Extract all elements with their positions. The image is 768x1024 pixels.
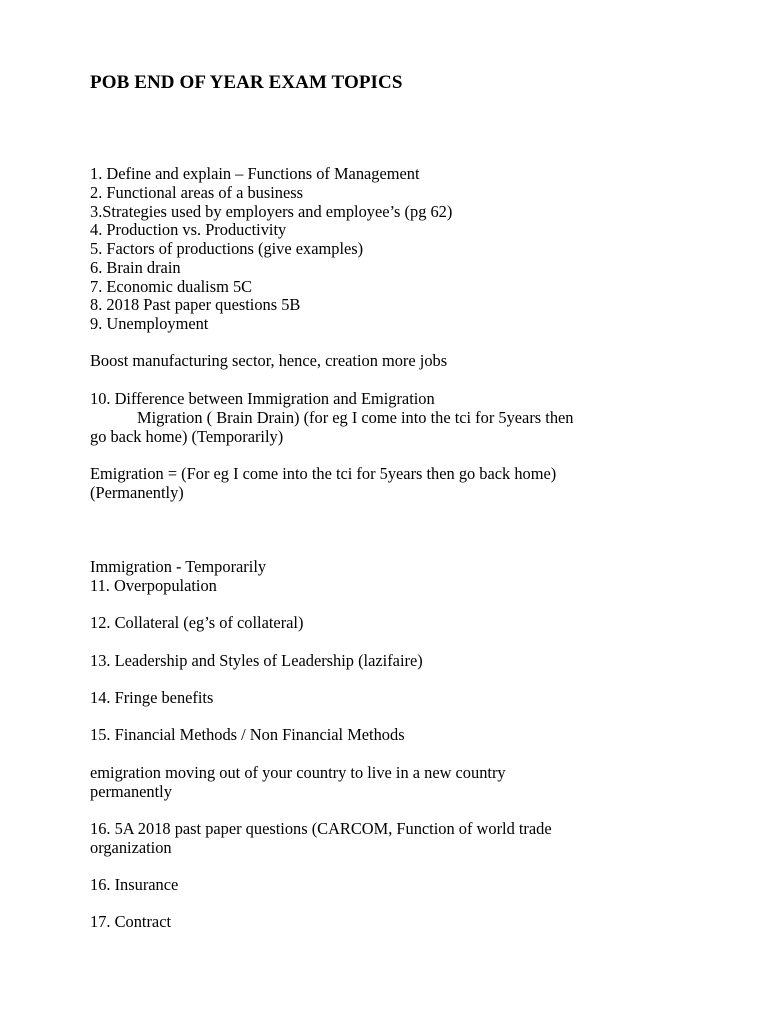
topic-line-11: 11. Overpopulation — [90, 576, 217, 595]
topic-line-5: 5. Factors of productions (give examples) — [90, 239, 364, 258]
note-line-emigration-def: emigration moving out of your country to live in a new country — [90, 763, 506, 782]
topic-line-9: 9. Unemployment — [90, 314, 209, 333]
note-line-emigration: Emigration = (For eg I come into the tci for 5years then go back home) — [90, 464, 557, 483]
topic-line-14: 14. Fringe benefits — [90, 688, 214, 707]
topic-line-7: 7. Economic dualism 5C — [90, 277, 253, 296]
document-title: POB END OF YEAR EXAM TOPICS — [90, 72, 403, 93]
note-line-emigration-def-cont: permanently — [90, 782, 172, 801]
note-line-emigration-cont: (Permanently) — [90, 483, 184, 502]
topic-line-16b: 16. Insurance — [90, 875, 179, 894]
topic-line-16a-cont: organization — [90, 838, 172, 857]
topic-line-4: 4. Production vs. Productivity — [90, 220, 287, 239]
topic-line-8: 8. 2018 Past paper questions 5B — [90, 295, 301, 314]
note-line-manufacturing: Boost manufacturing sector, hence, creation more jobs — [90, 351, 448, 370]
topic-line-10: 10. Difference between Immigration and Emigration — [90, 389, 435, 408]
topic-line-12: 12. Collateral (eg’s of collateral) — [90, 613, 304, 632]
topic-line-16a: 16. 5A 2018 past paper questions (CARCOM, Function of world trade — [90, 819, 552, 838]
topic-line-6: 6. Brain drain — [90, 258, 181, 277]
note-line-migration-cont: go back home) (Temporarily) — [90, 427, 284, 446]
topic-line-3: 3.Strategies used by employers and employee’s (pg 62) — [90, 202, 453, 221]
topic-line-17: 17. Contract — [90, 912, 172, 931]
note-line-immigration: Immigration - Temporarily — [90, 557, 267, 576]
topic-line-13: 13. Leadership and Styles of Leadership (lazifaire) — [90, 651, 423, 670]
topic-line-1: 1. Define and explain – Functions of Management — [90, 164, 420, 183]
topic-line-2: 2. Functional areas of a business — [90, 183, 304, 202]
topic-line-15: 15. Financial Methods / Non Financial Methods — [90, 725, 405, 744]
note-line-migration: Migration ( Brain Drain) (for eg I come into the tci for 5years then — [137, 408, 574, 427]
